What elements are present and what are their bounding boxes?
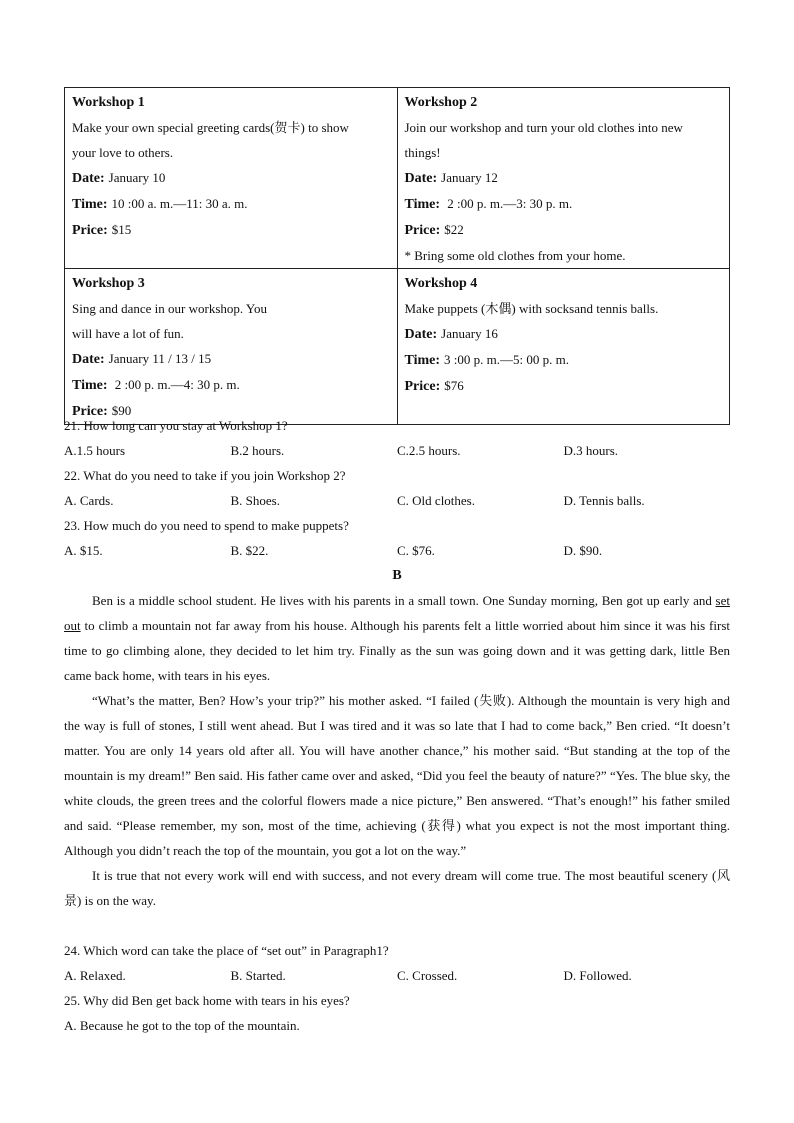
workshop-time [72,372,390,398]
time-label: Time: [404,197,441,212]
question-text: 25. Why did Ben get back home with tears in his eyes? [64,993,350,1008]
option-a: A. Cards. [64,493,114,508]
option-c: C. $76. [397,543,435,558]
price-value: $76 [444,378,464,393]
price-label: Price: [72,223,108,238]
time-value: 10 :00 a. m.—11: 30 a. m. [111,196,248,211]
workshop-cell-4 [397,269,730,425]
option-c: C. Old clothes. [397,493,475,508]
workshop-desc-line: your love to others. [72,145,174,160]
date-value: January 10 [108,170,166,185]
date-label: Date: [72,352,105,367]
workshop-cell-3 [65,269,398,425]
option-d: D. $90. [563,543,603,558]
workshop-row [65,88,730,269]
date-label: Date: [404,327,438,342]
option-row [64,488,730,513]
option-b: B. $22. [230,543,269,558]
price-value: $15 [111,222,132,237]
paragraph-text: Ben is a middle school student. He lives with his parents in a small town. One Sunday morning, Ben got up early and [92,593,716,608]
option-d: D. Tennis balls. [563,493,645,508]
time-label: Time: [72,197,108,212]
workshop-title: Workshop 4 [404,276,478,291]
workshop-date [72,165,390,191]
section-heading: B [392,568,402,583]
workshop-cell-1 [65,88,398,269]
option-a: A. Because he got to the top of the mountain. [64,1018,300,1033]
price-label: Price: [404,379,441,394]
question-text: 24. Which word can take the place of “set out” in Paragraph1? [64,943,389,958]
workshop-table [64,87,730,425]
underlined-phrase: set out [64,593,730,633]
questions-section-b [64,938,730,1038]
option-b: B. Shoes. [230,493,280,508]
option-row [64,438,730,463]
option-row [64,963,730,988]
workshop-desc-line: Sing and dance in our workshop. You [72,301,267,316]
question-text: 22. What do you need to take if you join Workshop 2? [64,468,346,483]
option-a: A.1.5 hours [64,443,126,458]
option-d: D. Followed. [563,968,632,983]
workshop-price [72,217,390,243]
workshop-note: * Bring some old clothes from your home. [404,248,626,263]
date-value: January 12 [441,170,498,185]
option-row [64,538,730,563]
workshop-desc-line: Make puppets (木偶) with socksand tennis balls. [404,301,659,316]
paragraph-1 [64,588,730,688]
workshop-title: Workshop 2 [404,95,478,110]
workshop-date [405,321,723,347]
time-label: Time: [72,378,108,393]
time-value: 3 :00 p. m.—5: 00 p. m. [444,352,569,367]
option-c: C.2.5 hours. [397,443,461,458]
workshop-date [405,165,723,191]
workshop-time [72,191,390,217]
option-d: D.3 hours. [563,443,619,458]
workshop-row [65,269,730,425]
option-a: A. Relaxed. [64,968,126,983]
time-value: 2 :00 p. m.—3: 30 p. m. [444,196,573,211]
workshop-desc-line: Make your own special greeting cards(贺卡) to show [72,120,349,135]
date-value: January 11 / 13 / 15 [108,351,212,366]
date-label: Date: [72,171,105,186]
workshop-date [72,346,390,372]
workshop-price [405,373,723,399]
option-c: C. Crossed. [397,968,458,983]
workshop-time [405,191,723,217]
workshop-time [405,347,723,373]
option-b: B. Started. [230,968,286,983]
price-value: $22 [444,222,464,237]
workshop-title: Workshop 1 [72,95,145,110]
paragraph-text: to climb a mountain not far away from his house. Although his parents felt a little worried about him since it was his first time to go climbing alone, they decided to let him try. Finally as the sun was going down and it was getting dark, little Ben came back home, with tears in his eyes. [64,618,730,683]
time-value: 2 :00 p. m.—4: 30 p. m. [111,377,240,392]
passage-b [64,563,730,913]
workshop-desc-line: will have a lot of fun. [72,326,184,341]
workshop-price [405,217,723,243]
price-label: Price: [404,223,441,238]
date-label: Date: [404,171,438,186]
time-label: Time: [404,353,441,368]
paragraph-3: It is true that not every work will end with success, and not every dream will come true. The most beautiful scenery (风景) is on the way. [64,868,730,908]
workshop-desc-line: things! [404,145,441,160]
option-b: B.2 hours. [230,443,285,458]
workshop-desc-line: Join our workshop and turn your old clothes into new [404,120,683,135]
question-text: 23. How much do you need to spend to make puppets? [64,518,349,533]
date-value: January 16 [441,326,498,341]
workshop-title: Workshop 3 [72,276,145,291]
option-a: A. $15. [64,543,103,558]
workshop-cell-2 [397,88,730,269]
price-label: Price: [72,404,108,419]
question-text: 21. How long can you stay at Workshop 1? [64,418,288,433]
price-value: $90 [111,403,132,418]
paragraph-2: “What’s the matter, Ben? How’s your trip?” his mother asked. “I failed (失败). Although the mountain is very high and the way is full of stones, I still went ahead. But I was tired and it was so late that I had to come back,” Ben cried. “It doesn’t matter. You are only 14 years old after all. You will have another chance,” his mother said. “But standing at the top of the mountain is my dream!” Ben said. His father came over and asked, “Did you feel the beauty of nature?” “Yes. The blue sky, the white clouds, the green trees and the colorful flowers made a nice picture,” Ben answered. “That’s enough!” his father smiled and said. “Please remember, my son, most of the time, achieving (获得) what you expect is not the most important thing. Although you didn’t reach the top of the mountain, you got a lot on the way.” [64,693,730,858]
questions-section-a [64,413,730,563]
